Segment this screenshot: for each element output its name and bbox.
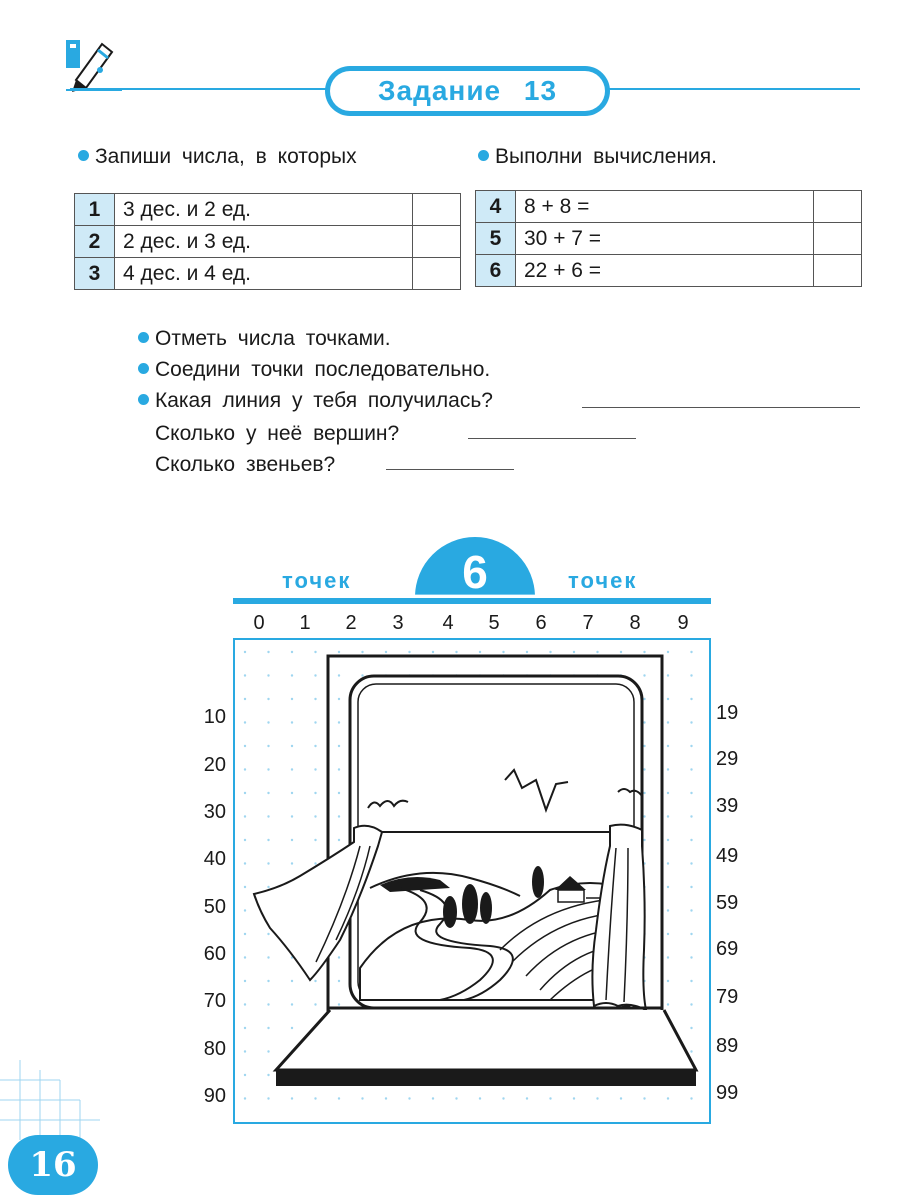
window-illustration: [250, 650, 710, 1100]
vertices-answer-blank[interactable]: [468, 438, 636, 439]
row-label-right: 99: [716, 1082, 739, 1104]
answer-cell[interactable]: [814, 223, 862, 255]
answer-cell[interactable]: [413, 226, 461, 258]
row-task: 8 + 8 =: [516, 191, 814, 223]
grid-dot: [244, 956, 246, 958]
row-label-left: 50: [203, 896, 226, 918]
grid-dot: [244, 651, 246, 653]
column-label: 2: [345, 612, 357, 634]
row-label-right: 79: [716, 986, 739, 1008]
table-row: [476, 255, 862, 287]
row-number: 1: [75, 194, 115, 226]
column-label: 6: [535, 612, 547, 634]
grid-dot: [244, 1097, 246, 1099]
row-task: 30 + 7 =: [516, 223, 814, 255]
grid-dot: [244, 886, 246, 888]
instruction-mark-points: Отметь числа точками.: [138, 327, 391, 351]
grid-dot: [244, 1074, 246, 1076]
table-row: [75, 226, 461, 258]
row-number: 5: [476, 223, 516, 255]
row-label-left: 70: [203, 990, 226, 1012]
column-label: 4: [442, 612, 454, 634]
segments-answer-blank[interactable]: [386, 469, 514, 470]
bullet-dot-icon: [138, 363, 149, 374]
task-title: Задание 13: [330, 71, 605, 111]
grid-dot: [244, 768, 246, 770]
grid-dot: [244, 980, 246, 982]
column-label: 7: [582, 612, 594, 634]
task-title-pill: [325, 66, 610, 116]
grid-dot: [244, 1050, 246, 1052]
column-label: 5: [488, 612, 500, 634]
table-row: [75, 194, 461, 226]
row-label-right: 29: [716, 748, 739, 770]
column-label: 3: [392, 612, 404, 634]
bullet-dot-icon: [78, 150, 89, 161]
answer-cell[interactable]: [814, 191, 862, 223]
question-vertices: Сколько у неё вершин?: [155, 422, 400, 445]
bullet-dot-icon: [138, 394, 149, 405]
row-label-left: 40: [203, 848, 226, 870]
line-answer-blank[interactable]: [582, 407, 860, 408]
table-row: [476, 223, 862, 255]
column-label: 0: [253, 612, 265, 634]
row-number: 2: [75, 226, 115, 258]
grid-dot: [244, 1003, 246, 1005]
row-label-right: 69: [716, 938, 739, 960]
column-label: 1: [299, 612, 311, 634]
row-label-left: 30: [203, 801, 226, 823]
row-number: 4: [476, 191, 516, 223]
grid-dot: [244, 674, 246, 676]
grid-dot: [244, 815, 246, 817]
row-label-right: 49: [716, 845, 739, 867]
answer-cell[interactable]: [413, 258, 461, 290]
table-row: [476, 191, 862, 223]
row-label-left: 10: [203, 706, 226, 728]
bullet-dot-icon: [138, 332, 149, 343]
row-task: 4 дес. и 4 ед.: [115, 258, 413, 290]
grid-dot: [244, 721, 246, 723]
row-label-right: 59: [716, 892, 739, 914]
row-label-left: 20: [203, 754, 226, 776]
table-row: [75, 258, 461, 290]
points-number: 6: [462, 546, 488, 598]
question-segments: Сколько звеньев?: [155, 453, 336, 476]
instruction-connect-points: Соедини точки последовательно.: [138, 358, 490, 382]
row-label-left: 90: [203, 1085, 226, 1107]
points-word-right: точек: [568, 568, 638, 593]
instruction-calculate: Выполни вычисления.: [478, 145, 717, 169]
page-number: 16: [8, 1135, 98, 1195]
grid-dot: [244, 839, 246, 841]
answer-cell[interactable]: [814, 255, 862, 287]
grid-dot: [244, 909, 246, 911]
grid-dot: [244, 933, 246, 935]
row-task: 3 дес. и 2 ед.: [115, 194, 413, 226]
grid-dot: [244, 792, 246, 794]
pencil-logo-icon: [62, 30, 126, 94]
column-label: 9: [677, 612, 689, 634]
row-label-right: 39: [716, 795, 739, 817]
calculation-table: [475, 190, 862, 287]
row-number: 3: [75, 258, 115, 290]
grid-dot: [244, 745, 246, 747]
grid-dot: [244, 698, 246, 700]
instruction-write-numbers: Запиши числа, в которых: [78, 145, 357, 169]
row-task: 22 + 6 =: [516, 255, 814, 287]
instruction-line-question: Какая линия у тебя получилась?: [138, 389, 493, 413]
column-label: 8: [629, 612, 641, 634]
answer-cell[interactable]: [413, 194, 461, 226]
digits-table: [74, 193, 461, 290]
row-task: 2 дес. и 3 ед.: [115, 226, 413, 258]
row-label-left: 60: [203, 943, 226, 965]
bullet-dot-icon: [478, 150, 489, 161]
points-word-left: точек: [282, 568, 352, 593]
grid-dot: [244, 1027, 246, 1029]
row-label-right: 19: [716, 702, 739, 724]
row-label-right: 89: [716, 1035, 739, 1057]
row-label-left: 80: [203, 1038, 226, 1060]
row-number: 6: [476, 255, 516, 287]
grid-dot: [244, 862, 246, 864]
